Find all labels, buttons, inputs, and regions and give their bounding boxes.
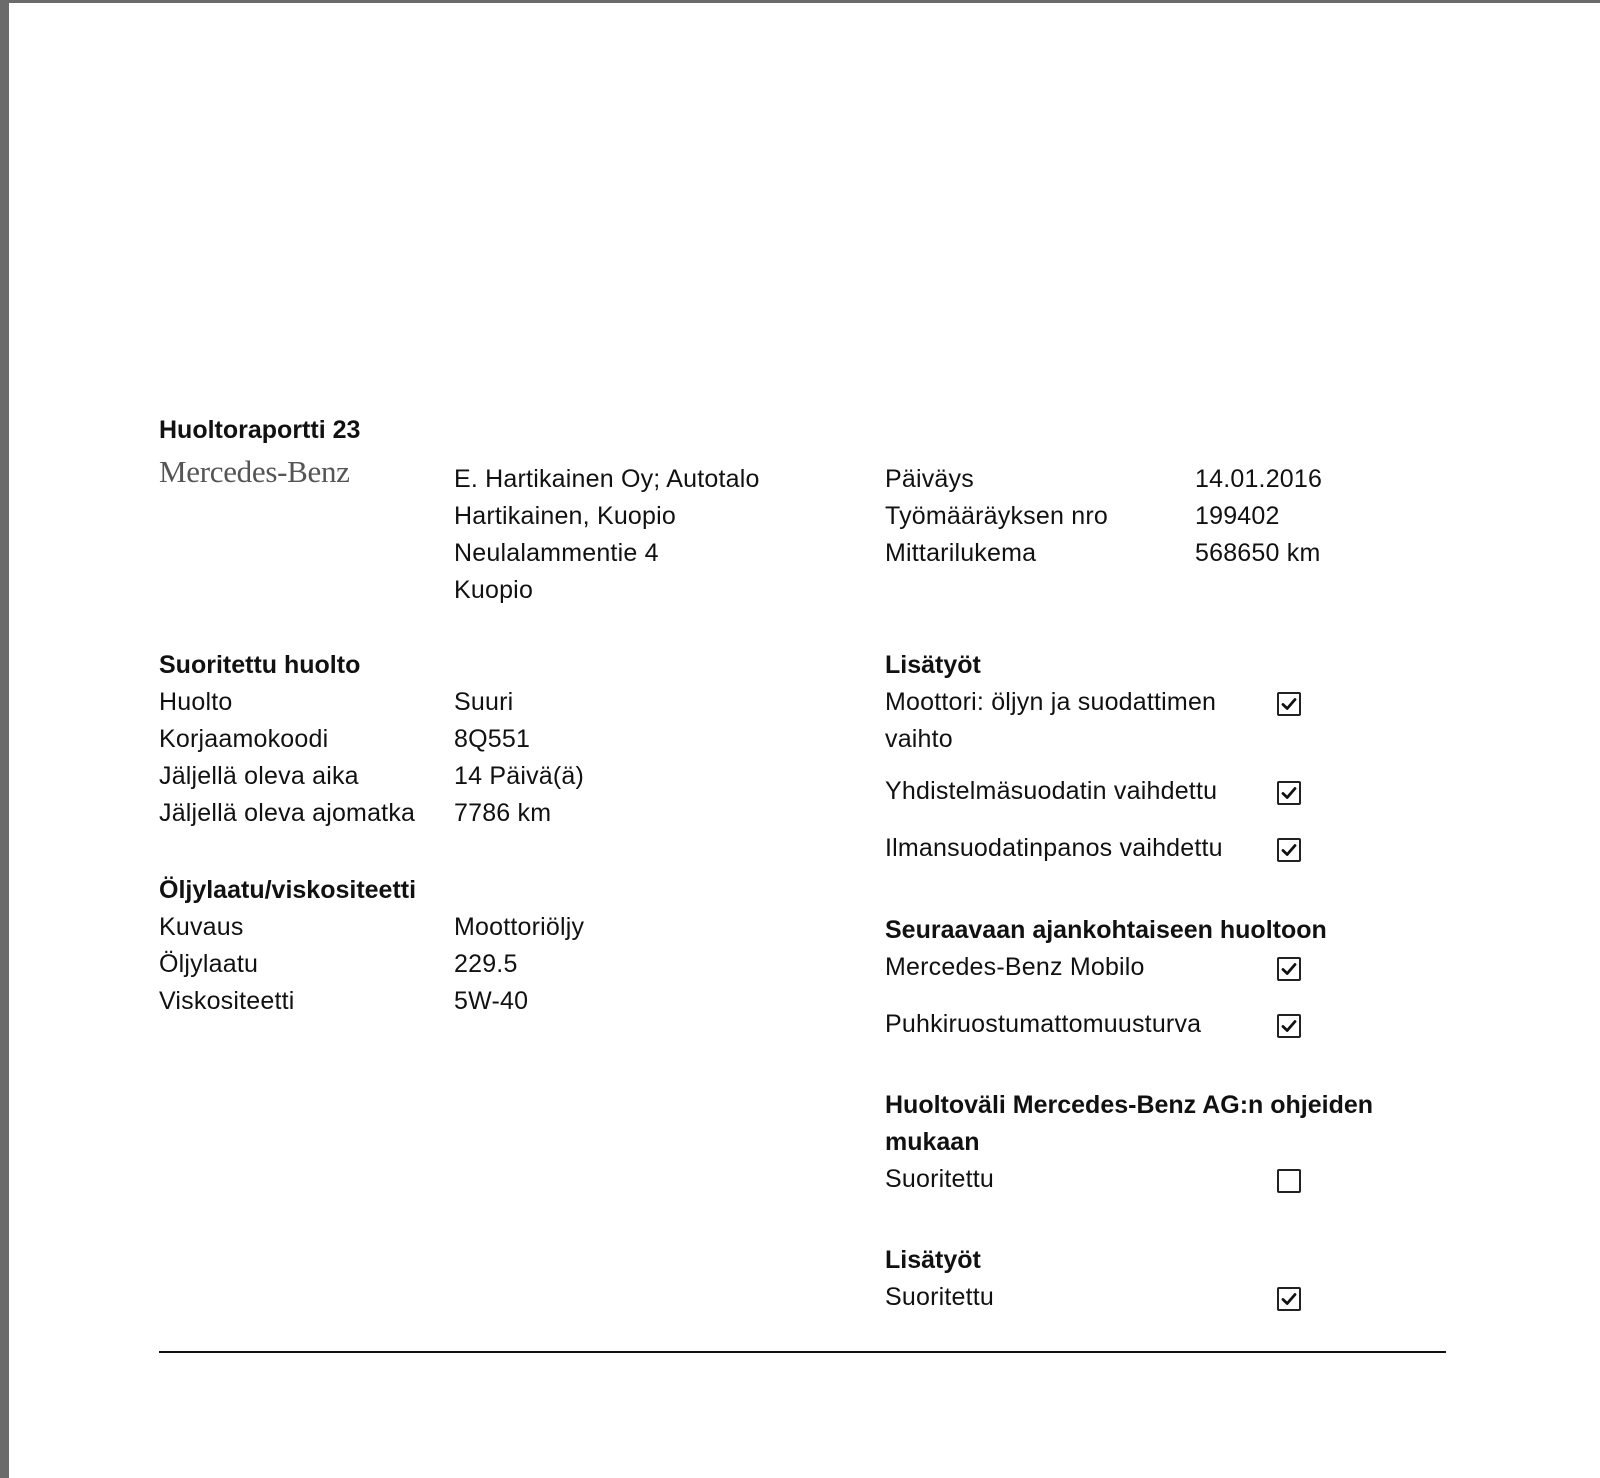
remaining-time-value: 14 Päivä(ä)	[454, 762, 585, 790]
checkmark-icon	[1281, 785, 1297, 801]
checkmark-icon	[1281, 696, 1297, 712]
service-type-label: Huolto	[159, 688, 233, 716]
document-page	[9, 3, 1600, 1478]
next-service-item-1-checkbox[interactable]	[1277, 957, 1301, 981]
extra-work-item-1-checkbox[interactable]	[1277, 692, 1301, 716]
extra-work-heading: Lisätyöt	[885, 651, 981, 679]
next-service-item-2-checkbox[interactable]	[1277, 1014, 1301, 1038]
oil-heading: Öljylaatu/viskositeetti	[159, 876, 417, 904]
extra-work-item-3-label: Ilmansuodatinpanos vaihdettu	[885, 834, 1223, 862]
work-order-label: Työmääräyksen nro	[885, 502, 1108, 530]
remaining-distance-value: 7786 km	[454, 799, 552, 827]
next-service-heading: Seuraavaan ajankohtaiseen huoltoon	[885, 916, 1327, 944]
extra-work-item-1-label-cont: vaihto	[885, 725, 953, 753]
service-type-value: Suuri	[454, 688, 514, 716]
oil-description-value: Moottoriöljy	[454, 913, 585, 941]
checkmark-icon	[1281, 961, 1297, 977]
extra-work-item-3-checkbox[interactable]	[1277, 838, 1301, 862]
interval-item-1-label: Suoritettu	[885, 1165, 995, 1193]
work-order-value: 199402	[1195, 502, 1280, 530]
dealer-name-line2: Hartikainen, Kuopio	[454, 502, 676, 530]
odometer-label: Mittarilukema	[885, 539, 1037, 567]
checkmark-icon	[1281, 1291, 1297, 1307]
extra-work-2-item-1-label: Suoritettu	[885, 1283, 995, 1311]
workshop-code-label: Korjaamokoodi	[159, 725, 329, 753]
odometer-value: 568650 km	[1195, 539, 1321, 567]
oil-quality-value: 229.5	[454, 950, 518, 978]
viscosity-value: 5W-40	[454, 987, 529, 1015]
remaining-distance-label: Jäljellä oleva ajomatka	[159, 799, 416, 827]
dealer-name-line1: E. Hartikainen Oy; Autotalo	[454, 465, 760, 493]
next-service-item-1-label: Mercedes-Benz Mobilo	[885, 953, 1145, 981]
interval-item-1-checkbox[interactable]	[1277, 1169, 1301, 1193]
date-value: 14.01.2016	[1195, 465, 1323, 493]
date-label: Päiväys	[885, 465, 974, 493]
service-heading: Suoritettu huolto	[159, 651, 361, 679]
interval-heading-cont: mukaan	[885, 1128, 980, 1156]
extra-work-2-item-1-checkbox[interactable]	[1277, 1287, 1301, 1311]
viscosity-label: Viskositeetti	[159, 987, 295, 1015]
extra-work-item-2-label: Yhdistelmäsuodatin vaihdettu	[885, 777, 1218, 805]
checkmark-icon	[1281, 842, 1297, 858]
extra-work-2-heading: Lisätyöt	[885, 1246, 981, 1274]
mercedes-benz-logo: Mercedes-Benz	[159, 454, 350, 489]
oil-quality-label: Öljylaatu	[159, 950, 259, 978]
interval-heading: Huoltoväli Mercedes-Benz AG:n ohjeiden	[885, 1091, 1374, 1119]
extra-work-item-2-checkbox[interactable]	[1277, 781, 1301, 805]
workshop-code-value: 8Q551	[454, 725, 531, 753]
remaining-time-label: Jäljellä oleva aika	[159, 762, 359, 790]
checkmark-icon	[1281, 1018, 1297, 1034]
dealer-street: Neulalammentie 4	[454, 539, 659, 567]
dealer-city: Kuopio	[454, 576, 534, 604]
oil-description-label: Kuvaus	[159, 913, 244, 941]
report-title: Huoltoraportti 23	[159, 416, 361, 444]
extra-work-item-1-label: Moottori: öljyn ja suodattimen	[885, 688, 1217, 716]
next-service-item-2-label: Puhkiruostumattomuusturva	[885, 1010, 1202, 1038]
footer-divider	[159, 1351, 1446, 1353]
